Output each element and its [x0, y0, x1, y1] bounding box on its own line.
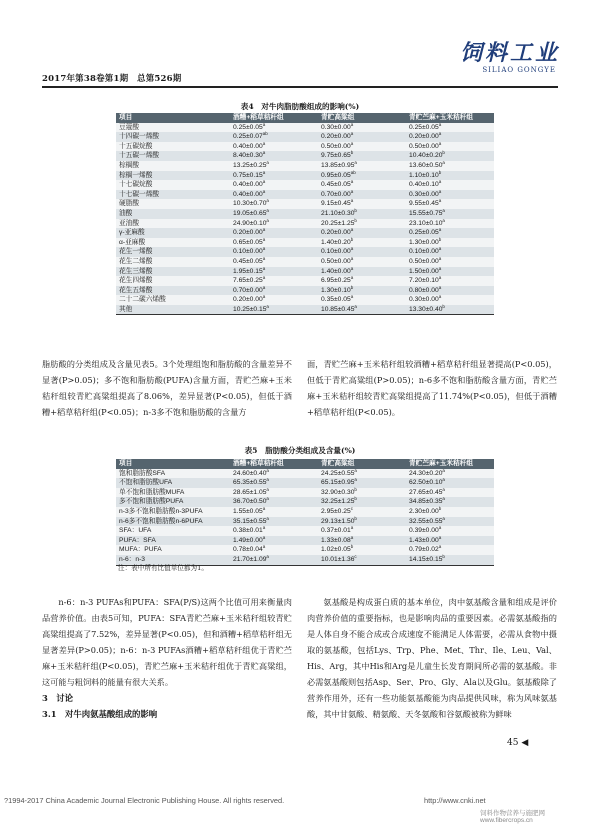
table5-note: 注：表中所有比值单位都为1。 [118, 564, 208, 572]
row-label: 十五碳一烯酸 [116, 151, 230, 161]
significance-letter: a [438, 544, 442, 550]
table-cell: 10.40±0.20$^b$ [406, 151, 494, 161]
table-row [116, 507, 494, 517]
table-cell: 0.10±0.00$^a$ [230, 247, 318, 257]
row-label: SFA：UFA [116, 526, 230, 536]
significance-letter: a [442, 476, 445, 482]
table-cell: 0.50±0.00$^a$ [406, 142, 494, 152]
significance-letter: a [262, 294, 266, 300]
row-label: 棕榈一烯酸 [116, 171, 230, 181]
table-cell: 13.60±0.50$^a$ [406, 161, 494, 171]
table-cell: 24.90±0.10$^a$ [230, 219, 318, 229]
table-cell: 0.40±0.00$^a$ [230, 180, 318, 190]
significance-letter: a [262, 274, 266, 280]
table-cell: 0.40±0.00$^a$ [230, 190, 318, 200]
significance-letter: a [262, 140, 266, 146]
table-row [116, 497, 494, 507]
table-cell: 0.40±0.00$^a$ [230, 142, 318, 152]
significance-letter: a [262, 544, 266, 550]
significance-letter: b [354, 486, 357, 492]
table-row [116, 238, 494, 248]
table-cell: 0.70±0.00$^a$ [230, 286, 318, 296]
table-cell: 24.25±0.55$^a$ [318, 469, 406, 479]
table4-caption: 表4 对牛肉脂肪酸组成的影响(%) [240, 102, 360, 111]
table-row [116, 219, 494, 229]
table-cell: 21.70±1.09$^a$ [230, 555, 318, 565]
column-header: 酒糟+稻草秸秆组 [230, 113, 318, 123]
table-row [116, 151, 494, 161]
table-row [116, 190, 494, 200]
significance-letter: a [262, 524, 266, 530]
significance-letter: a [262, 178, 266, 184]
column-header: 青贮苎麻+玉米秸秆组 [406, 459, 494, 469]
table-cell: 21.10±0.30$^b$ [318, 209, 406, 219]
table-row [116, 180, 494, 190]
table-cell: 10.30±0.70$^a$ [230, 199, 318, 209]
row-label: 十四碳一烯酸 [116, 132, 230, 142]
row-label: 花生二烯酸 [116, 257, 230, 267]
table-cell: 0.45±0.05$^a$ [230, 257, 318, 267]
table-row [116, 305, 494, 315]
paragraph-fatty-acid-left: 脂肪酸的分类组成及含量见表5。3个处理组饱和脂肪酸的含量差异不显著(P>0.05)；多不饱和脂肪酸(PUFA)含量方面，青贮苎麻+玉米秸秆组较青贮高粱组提高了8.06%，差异显著(P<0.05)，但低于酒糟+稻草秸秆组(P<0.05)；n-3多不饱和脂肪酸的含量方 [42, 359, 292, 417]
row-label: PUFA：SFA [116, 536, 230, 546]
significance-letter: a [266, 467, 269, 473]
significance-letter: a [262, 265, 266, 271]
significance-letter: b [350, 150, 354, 156]
significance-letter: a [266, 476, 269, 482]
table-row [116, 123, 494, 133]
table-row [116, 469, 494, 479]
table4 [116, 113, 494, 315]
table-cell: 0.75±0.15$^a$ [230, 171, 318, 181]
row-label: MUFA：PUFA [116, 545, 230, 555]
table-cell: 32.25±1.25$^b$ [318, 497, 406, 507]
significance-letter: a [266, 515, 269, 521]
table-cell: 0.39±0.00$^a$ [406, 526, 494, 536]
table-cell: 35.15±0.55$^a$ [230, 517, 318, 527]
significance-letter: a [266, 217, 269, 223]
table5-header-row [116, 459, 494, 469]
significance-letter: a [442, 486, 445, 492]
table-cell: 9.15±0.45$^a$ [318, 199, 406, 209]
table-cell: 7.20±0.10$^a$ [406, 276, 494, 286]
table-cell: 1.40±0.20$^b$ [318, 238, 406, 248]
significance-letter: a [266, 159, 269, 165]
page-number: 45 ◀ [507, 738, 529, 748]
table-cell: 24.60±0.40$^a$ [230, 469, 318, 479]
significance-letter: a [262, 150, 266, 156]
table-cell: 0.25±0.05$^a$ [230, 123, 318, 133]
significance-letter: a [438, 246, 442, 252]
significance-letter: a [438, 130, 442, 136]
table-cell: 0.10±0.00$^a$ [406, 247, 494, 257]
table-cell: 19.05±0.65$^a$ [230, 209, 318, 219]
table-cell: 65.15±0.95$^a$ [318, 478, 406, 488]
table-row [116, 488, 494, 498]
table-row [116, 478, 494, 488]
significance-letter: a [266, 553, 269, 559]
table-cell: 1.50±0.00$^a$ [406, 267, 494, 277]
row-label: 豆蔻酸 [116, 123, 230, 133]
table-cell: 13.30±0.40$^b$ [406, 305, 494, 315]
column-header: 青贮苎麻+玉米秸秆组 [406, 113, 494, 123]
table-cell: 10.25±0.15$^a$ [230, 305, 318, 315]
journal-logo [420, 40, 560, 88]
column-header: 项目 [116, 459, 230, 469]
cnki-link[interactable]: http://www.cnki.net [424, 796, 486, 805]
significance-letter: a [354, 159, 357, 165]
significance-letter: a [350, 140, 354, 146]
table-cell: 23.10±0.10$^a$ [406, 219, 494, 229]
table-row [116, 517, 494, 527]
table-cell: 0.50±0.00$^a$ [318, 257, 406, 267]
significance-letter: a [354, 467, 357, 473]
table-cell: 1.30±0.10$^b$ [318, 286, 406, 296]
table-row [116, 536, 494, 546]
significance-letter: a [438, 534, 442, 540]
significance-letter: a [262, 226, 266, 232]
table-cell: 1.10±0.10$^b$ [406, 171, 494, 181]
section-3-heading: 3 讨论 [42, 693, 73, 703]
table-cell: 7.65±0.25$^a$ [230, 276, 318, 286]
row-label: 十七碳烷酸 [116, 180, 230, 190]
significance-letter: a [442, 467, 445, 473]
table-row [116, 132, 494, 142]
significance-letter: b [350, 544, 354, 550]
table-cell: 0.25±0.07$^{ab}$ [230, 132, 318, 142]
significance-letter: a [262, 188, 266, 194]
significance-letter: a [350, 188, 354, 194]
significance-letter: a [442, 496, 445, 502]
significance-letter: b [438, 505, 442, 511]
table-cell: 13.85±0.95$^a$ [318, 161, 406, 171]
table-cell: 0.95±0.05$^{ab}$ [318, 171, 406, 181]
table-cell: 20.25±1.25$^b$ [318, 219, 406, 229]
significance-letter: a [262, 236, 266, 242]
significance-letter: a [266, 198, 269, 204]
row-label: 花生五烯酸 [116, 286, 230, 296]
table-cell: 1.55±0.05$^a$ [230, 507, 318, 517]
table-row [116, 209, 494, 219]
row-label: n-3多不饱和脂肪酸n-3PUFA [116, 507, 230, 517]
significance-letter: a [350, 226, 354, 232]
column-header: 项目 [116, 113, 230, 123]
table-cell: 13.25±0.25$^a$ [230, 161, 318, 171]
row-label: α-亚麻酸 [116, 238, 230, 248]
table-cell: 0.70±0.00$^a$ [318, 190, 406, 200]
row-label: 硬脂酸 [116, 199, 230, 209]
significance-letter: b [442, 150, 445, 156]
table-cell: 1.40±0.00$^a$ [318, 267, 406, 277]
significance-letter: b [438, 169, 442, 175]
table-cell: 0.45±0.05$^a$ [318, 180, 406, 190]
table-cell: 32.90±0.30$^b$ [318, 488, 406, 498]
significance-letter: a [438, 255, 442, 261]
significance-letter: b [350, 236, 354, 242]
table-cell: 1.49±0.00$^a$ [230, 536, 318, 546]
table-cell: 0.37±0.01$^a$ [318, 526, 406, 536]
logo-text: 饲料工业 [459, 40, 560, 66]
copyright-text: ?1994-2017 China Academic Journal Electronic Publishing House. All rights reserved. [4, 796, 285, 805]
row-label: 花生四烯酸 [116, 276, 230, 286]
significance-letter: a [262, 505, 266, 511]
significance-letter: a [262, 284, 266, 290]
significance-letter: a [350, 246, 354, 252]
significance-letter: a [438, 524, 442, 530]
significance-letter: a [262, 534, 266, 540]
significance-letter: a [350, 294, 354, 300]
significance-letter: b [442, 553, 445, 559]
table-row [116, 199, 494, 209]
row-label: n-6：n-3 [116, 555, 230, 565]
header-divider [42, 86, 558, 88]
significance-letter: a [442, 159, 445, 165]
table-cell: 0.20±0.00$^a$ [406, 132, 494, 142]
table-cell: 0.20±0.00$^a$ [318, 132, 406, 142]
row-label: 不饱和脂肪酸UFA [116, 478, 230, 488]
significance-letter: a [266, 303, 269, 309]
significance-letter: a [350, 274, 354, 280]
significance-letter: a [266, 207, 269, 213]
table-cell: 14.15±0.15$^b$ [406, 555, 494, 565]
table-cell: 0.40±0.10$^a$ [406, 180, 494, 190]
table-cell: 0.20±0.00$^a$ [230, 295, 318, 305]
table-cell: 1.95±0.15$^a$ [230, 267, 318, 277]
row-label: 多不饱和脂肪酸PUFA [116, 497, 230, 507]
section-3-1-heading: 3.1 对牛肉氨基酸组成的影响 [42, 709, 158, 719]
table-cell: 0.38±0.01$^a$ [230, 526, 318, 536]
significance-letter: a [266, 486, 269, 492]
significance-letter: a [442, 515, 445, 521]
table-cell: 0.20±0.00$^a$ [318, 228, 406, 238]
column-header: 酒糟+稻草秸秆组 [230, 459, 318, 469]
significance-letter: a [350, 255, 354, 261]
row-label: 花生一烯酸 [116, 247, 230, 257]
significance-letter: a [262, 246, 266, 252]
significance-letter: a [438, 121, 442, 127]
table-row [116, 161, 494, 171]
row-label: 单不饱和脂肪酸MUFA [116, 488, 230, 498]
table-row [116, 228, 494, 238]
paragraph-ratio-left [42, 594, 292, 722]
significance-letter: a [350, 198, 354, 204]
table-cell: 36.70±0.50$^a$ [230, 497, 318, 507]
significance-letter: a [262, 121, 266, 127]
table-cell: 32.55±0.55$^a$ [406, 517, 494, 527]
table-row [116, 257, 494, 267]
page-number-text: 45 [507, 738, 519, 748]
table-cell: 0.25±0.05$^a$ [406, 228, 494, 238]
significance-letter: a [262, 255, 266, 261]
table-cell: 1.33±0.08$^a$ [318, 536, 406, 546]
table-cell: 0.78±0.04$^a$ [230, 545, 318, 555]
significance-letter: a [438, 226, 442, 232]
table-cell: 27.65±0.45$^a$ [406, 488, 494, 498]
significance-letter: a [262, 169, 266, 175]
row-label: 其他 [116, 305, 230, 315]
significance-letter: ab [262, 130, 268, 136]
row-label: γ-亚麻酸 [116, 228, 230, 238]
significance-letter: a [350, 121, 354, 127]
table-cell: 29.13±1.50$^b$ [318, 517, 406, 527]
table-cell: 9.55±0.45$^a$ [406, 199, 494, 209]
logo-pinyin: SILIAO GONGYE [482, 66, 556, 74]
table-row [116, 267, 494, 277]
table-cell: 0.30±0.00$^a$ [406, 190, 494, 200]
significance-letter: a [350, 534, 354, 540]
table-row [116, 526, 494, 536]
table-cell: 0.30±0.00$^a$ [406, 295, 494, 305]
row-label: 十七碳一烯酸 [116, 190, 230, 200]
table-cell: 0.10±0.00$^a$ [318, 247, 406, 257]
significance-letter: a [442, 207, 445, 213]
column-header: 青贮高粱组 [318, 459, 406, 469]
table-cell: 0.20±0.00$^a$ [230, 228, 318, 238]
significance-letter: a [438, 140, 442, 146]
table-cell: 2.30±0.00$^b$ [406, 507, 494, 517]
row-label: 油酸 [116, 209, 230, 219]
table5 [116, 459, 494, 566]
significance-letter: b [350, 284, 354, 290]
significance-letter: c [354, 553, 357, 559]
table-cell: 24.30±0.20$^a$ [406, 469, 494, 479]
table-row [116, 295, 494, 305]
significance-letter: c [350, 505, 353, 511]
watermark-text: 饲料作物营养与施肥网 www.fibercrops.cn [480, 810, 545, 824]
row-label: 亚油酸 [116, 219, 230, 229]
significance-letter: a [438, 188, 442, 194]
table-cell: 0.50±0.00$^a$ [318, 142, 406, 152]
table-cell: 8.40±0.30$^a$ [230, 151, 318, 161]
significance-letter: b [354, 496, 357, 502]
significance-letter: a [438, 198, 442, 204]
table-cell: 62.50±0.10$^a$ [406, 478, 494, 488]
table-row [116, 142, 494, 152]
significance-letter: a [354, 303, 357, 309]
significance-letter: b [354, 217, 357, 223]
column-header: 青贮高粱组 [318, 113, 406, 123]
row-label: 二十二碳六烯酸 [116, 295, 230, 305]
significance-letter: a [442, 217, 445, 223]
significance-letter: a [438, 294, 442, 300]
table-cell: 28.65±1.05$^a$ [230, 488, 318, 498]
table5-caption: 表5 脂肪酸分类组成及含量(%) [244, 446, 356, 455]
table-cell: 0.65±0.05$^a$ [230, 238, 318, 248]
table-cell: 9.75±0.65$^b$ [318, 151, 406, 161]
table-row [116, 286, 494, 296]
table-cell: 0.30±0.00$^a$ [318, 123, 406, 133]
row-label: n-6多不饱和脂肪酸n-6PUFA [116, 517, 230, 527]
table-row [116, 545, 494, 555]
significance-letter: a [438, 178, 442, 184]
significance-letter: a [350, 265, 354, 271]
significance-letter: ab [350, 169, 356, 175]
table-row [116, 171, 494, 181]
table-cell: 0.35±0.05$^a$ [318, 295, 406, 305]
table-cell: 0.25±0.05$^a$ [406, 123, 494, 133]
table4-header-row [116, 113, 494, 123]
journal-issue: 2017年第38卷第1期 总第526期 [42, 74, 182, 84]
table-cell: 34.85±0.35$^a$ [406, 497, 494, 507]
table-cell: 2.95±0.25$^c$ [318, 507, 406, 517]
ratio-text: n-6：n-3 PUFAs和PUFA：SFA(P/S)这两个比值可用来衡量肉品营养价值。由表5可知，PUFA：SFA青贮苎麻+玉米秸秆组较青贮高粱组提高了7.52%，差异显著(P<0.05)，但和酒糟+稻草秸秆组无显著差异(P>0.05)；n-6：n-3 PUFAs酒糟+稻草秸秆组优于青贮苎麻+玉米秸秆组(P<0.05)，青贮苎麻+玉米秸秆组优于青贮高粱组，这可能与粗饲料的能量有很大关系。 [42, 597, 292, 687]
table-cell: 15.55±0.75$^a$ [406, 209, 494, 219]
paragraph-fatty-acid-right: 面，青贮苎麻+玉米秸秆组较酒糟+稻草秸秆组显著提高(P<0.05)，但低于青贮高粱组(P>0.05)；n-6多不饱和脂肪酸含量方面，青贮苎麻+玉米秸秆组较青贮高粱组提高了11.74%(P<0.05)，但低于酒糟+稻草秸秆组(P<0.05)。 [307, 359, 557, 417]
significance-letter: a [438, 274, 442, 280]
significance-letter: b [354, 207, 357, 213]
table-cell: 10.01±1.36$^c$ [318, 555, 406, 565]
significance-letter: a [266, 496, 269, 502]
significance-letter: a [350, 130, 354, 136]
row-label: 十五碳烷酸 [116, 142, 230, 152]
row-label: 花生三烯酸 [116, 267, 230, 277]
paragraph-amino-acid-right: 氨基酸是构成蛋白质的基本单位，肉中氨基酸含量和组成是评价肉营养价值的重要指标，也是影响肉品的重要因素。必需氨基酸指的是人体自身不能合成或合成速度不能满足人体需要，必需从食物中摄取的氨基酸，包括Lys、Trp、Phe、Met、Thr、Ile、Leu、Val、His、Arg，其中His和Arg是儿童生长发育期间所必需的氨基酸。非必需氨基酸则包括Asp、Ser、Pro、Gly、Ala以及Glu。氨基酸除了营养作用外，还有一些功能氨基酸能为肉品提供风味，称为风味氨基酸，其中甘氨酸、精氨酸、天冬氨酸和谷氨酸被称为鲜味 [307, 597, 557, 719]
table-cell: 1.30±0.00$^b$ [406, 238, 494, 248]
significance-letter: b [354, 515, 357, 521]
row-label: 饱和脂肪酸SFA [116, 469, 230, 479]
significance-letter: a [354, 476, 357, 482]
table-cell: 0.50±0.00$^a$ [406, 257, 494, 267]
table-row [116, 276, 494, 286]
significance-letter: b [442, 303, 445, 309]
significance-letter: a [438, 265, 442, 271]
row-label: 棕榈酸 [116, 161, 230, 171]
table-cell: 6.95±0.25$^a$ [318, 276, 406, 286]
table-cell: 1.02±0.05$^b$ [318, 545, 406, 555]
significance-letter: b [438, 236, 442, 242]
table-cell: 0.80±0.00$^a$ [406, 286, 494, 296]
significance-letter: a [438, 284, 442, 290]
table-cell: 10.85±0.45$^a$ [318, 305, 406, 315]
significance-letter: a [350, 178, 354, 184]
table-cell: 1.43±0.00$^a$ [406, 536, 494, 546]
table-cell: 0.79±0.02$^a$ [406, 545, 494, 555]
table-row [116, 247, 494, 257]
table-cell: 65.35±0.55$^a$ [230, 478, 318, 488]
significance-letter: a [350, 524, 354, 530]
